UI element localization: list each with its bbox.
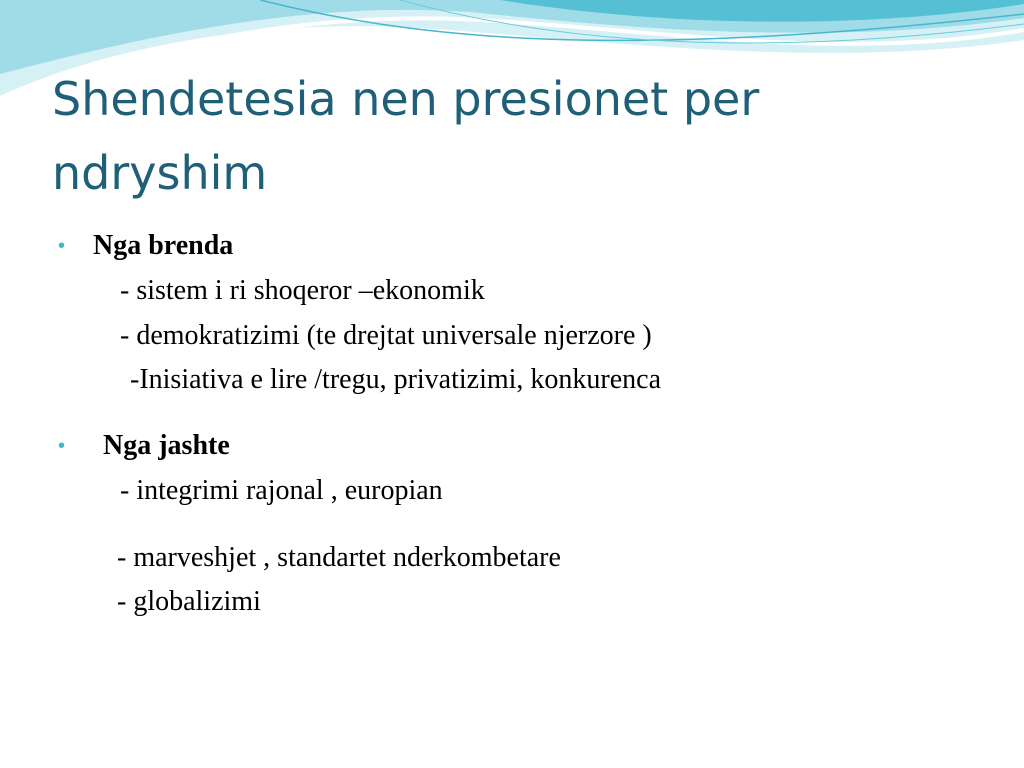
bullet-icon: • <box>58 435 66 457</box>
section-heading-nga-brenda: Nga brenda <box>93 230 234 261</box>
slide-title-line-1: Shendetesia nen presionet per <box>52 72 760 126</box>
list-item: - integrimi rajonal , europian <box>120 475 443 506</box>
list-item: - sistem i ri shoqeror –ekonomik <box>120 275 485 306</box>
list-item: - globalizimi <box>117 586 261 617</box>
list-item: - marveshjet , standartet nderkombetare <box>117 542 561 573</box>
list-item: -Inisiativa e lire /tregu, privatizimi, konkurenca <box>130 364 662 395</box>
list-item: - demokratizimi (te drejtat universale njerzore ) <box>120 320 652 351</box>
bullet-icon: • <box>58 235 66 257</box>
section-heading-nga-jashte: Nga jashte <box>103 430 230 461</box>
slide-title-line-2: ndryshim <box>52 146 268 200</box>
